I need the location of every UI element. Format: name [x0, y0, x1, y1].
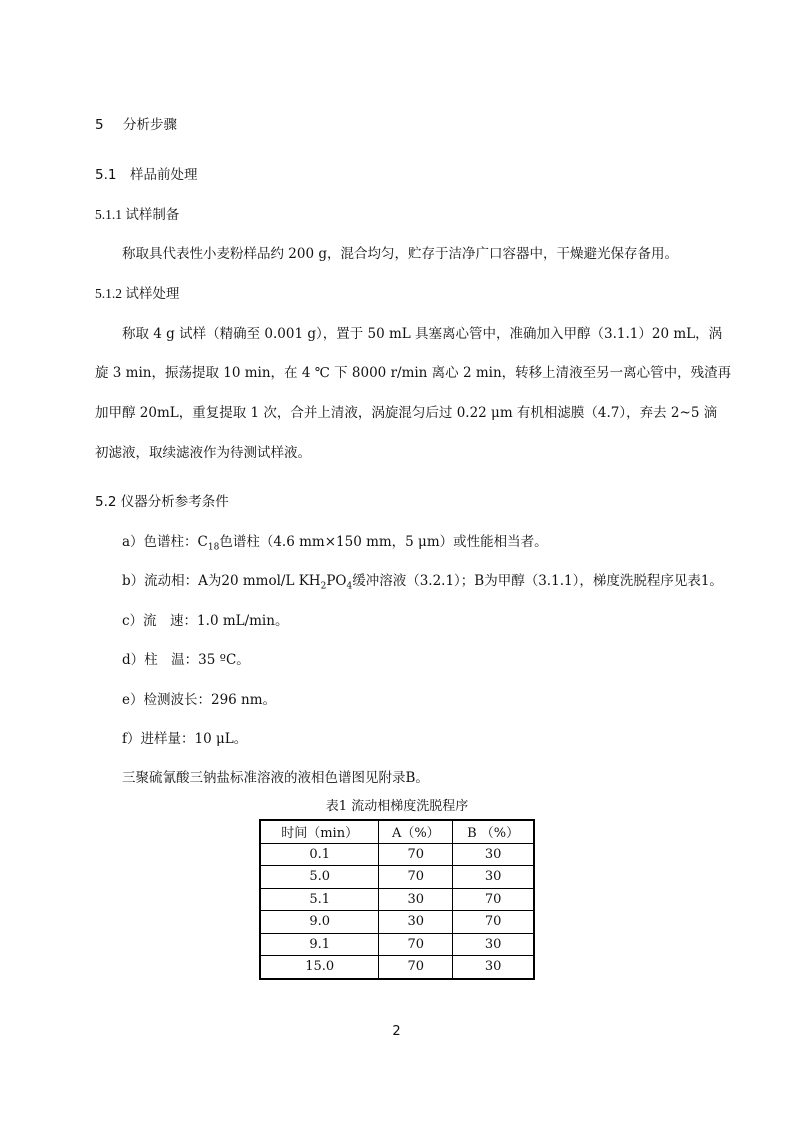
- condition-flow-rate: c）流 速：1.0 mL/min。: [122, 613, 289, 629]
- header-a: A（%）: [379, 820, 453, 843]
- cell-time: 15.0: [260, 956, 379, 979]
- cell-a: 30: [379, 888, 453, 911]
- condition-injection-volume: f）进样量：10 μL。: [122, 731, 248, 747]
- cell-a: 70: [379, 933, 453, 956]
- table-caption: 表1 流动相梯度洗脱程序: [325, 799, 469, 814]
- cell-b: 30: [453, 866, 534, 889]
- section-number: 5: [95, 117, 104, 133]
- section-5-1-1-heading: 5.1.1 试样制备: [95, 207, 180, 222]
- condition-mobile-phase: b）流动相：A为20 mmol/L $KH_2PO_4$缓冲溶液（3.2.1）；B为甲醇（3.1.1），梯度洗脱程序见表1。: [122, 573, 723, 592]
- condition-column-temp: d）柱 温：35 ºC。: [122, 652, 250, 668]
- section-5-1-heading: [95, 163, 198, 183]
- header-b: B （%）: [453, 820, 534, 843]
- paragraph-sample-prep: 称取具代表性小麦粉样品约 200 g，混合均匀，贮存于洁净广口容器中，干燥避光保存备用。: [122, 246, 678, 262]
- paragraph-line-3: 加甲醇 20mL，重复提取 1 次，合并上清液，涡旋混匀后过 0.22 μm 有机相滤膜（4.7），弃去 2~5 滴: [95, 405, 718, 421]
- paragraph-line-2: 旋 3 min，振荡提取 10 min，在 4 ℃ 下 8000 r/min 离心 2 min，转移上清液至另一离心管中，残渣再: [95, 365, 732, 381]
- appendix-note: 三聚硫氰酸三钠盐标准溶液的液相色谱图见附录B。: [122, 770, 429, 786]
- paragraph-line-4: 初滤液，取续滤液作为待测试样液。: [95, 445, 311, 461]
- table-row: [260, 888, 534, 911]
- cell-time: 5.1: [260, 888, 379, 911]
- header-time: 时间（min）: [260, 820, 379, 843]
- cell-a: 70: [379, 956, 453, 979]
- section-5-2-heading: 5.2 仪器分析参考条件: [95, 494, 229, 510]
- condition-wavelength: e）检测波长：296 nm。: [122, 692, 277, 708]
- cell-time: 9.1: [260, 933, 379, 956]
- section-title: 样品前处理: [130, 167, 198, 183]
- cell-time: 9.0: [260, 911, 379, 934]
- cell-b: 30: [453, 956, 534, 979]
- table-row: [260, 843, 534, 866]
- cell-b: 30: [453, 843, 534, 866]
- condition-column: a）色谱柱：$C_{18}$色谱柱（4.6 mm×150 mm，5 μm）或性能相当者。: [122, 534, 548, 553]
- section-5-heading: [95, 113, 177, 133]
- cell-time: 5.0: [260, 866, 379, 889]
- cell-b: 30: [453, 933, 534, 956]
- table-header-row: [260, 820, 534, 843]
- table-row: [260, 911, 534, 934]
- table-row: [260, 956, 534, 979]
- cell-time: 0.1: [260, 843, 379, 866]
- cell-a: 70: [379, 843, 453, 866]
- cell-a: 70: [379, 866, 453, 889]
- paragraph-line-1: 称取 4 g 试样（精确至 0.001 g），置于 50 mL 具塞离心管中，准确加入甲醇（3.1.1）20 mL，涡: [122, 326, 723, 342]
- cell-a: 30: [379, 911, 453, 934]
- page-number: 2: [392, 1024, 401, 1039]
- gradient-table: [259, 819, 535, 980]
- cell-b: 70: [453, 888, 534, 911]
- section-title: 分析步骤: [123, 117, 177, 133]
- cell-b: 70: [453, 911, 534, 934]
- table-row: [260, 866, 534, 889]
- table-row: [260, 933, 534, 956]
- section-5-1-2-heading: 5.1.2 试样处理: [95, 286, 180, 301]
- section-number: 5.1: [95, 167, 117, 183]
